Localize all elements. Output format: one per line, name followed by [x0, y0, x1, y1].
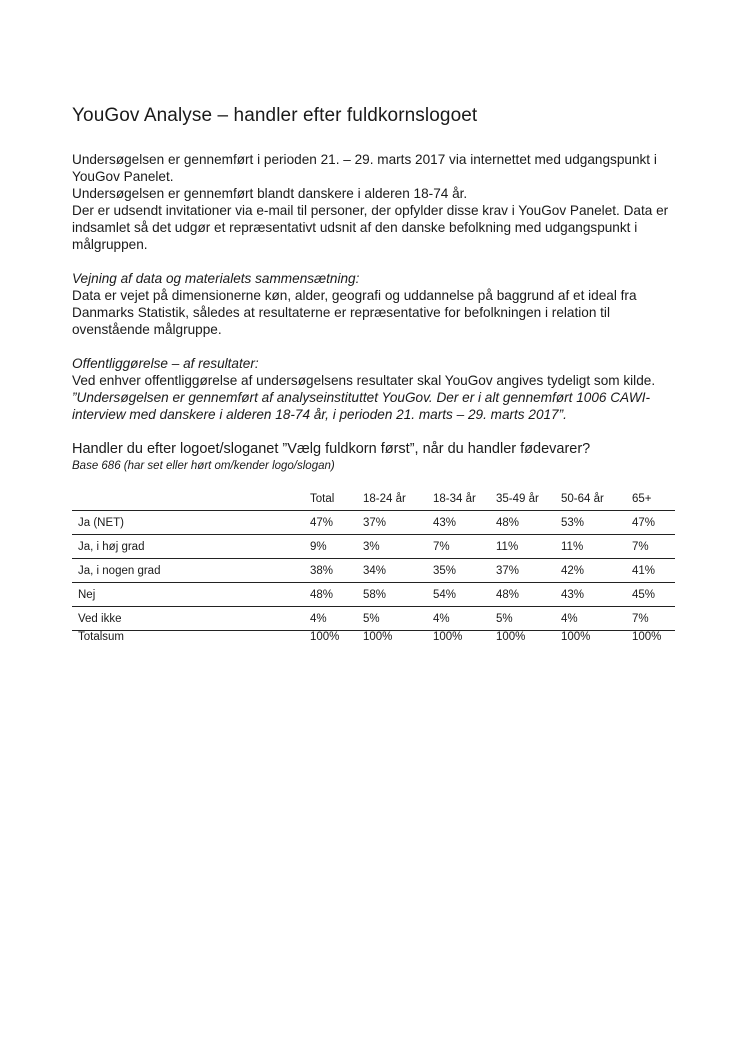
intro-paragraph-2: Undersøgelsen er gennemført blandt danskere i alderen 18-74 år. — [72, 186, 468, 201]
table-cell: 5% — [363, 607, 433, 631]
document-page — [72, 105, 676, 646]
publication-text: Ved enhver offentliggørelse af undersøgelsens resultater skal YouGov angives tydeligt som kilde. — [72, 373, 656, 388]
table-cell: 11% — [561, 535, 632, 559]
table-cell: 5% — [496, 607, 561, 631]
column-header: 35-49 år — [496, 493, 539, 505]
publication-quote: ”Undersøgelsen er gennemført af analyseinstituttet YouGov. Der er i alt gennemført 1006 CAWI-interview med danskere i alderen 18-74 år, i perioden 21. marts – 29. marts 2017”. — [72, 390, 650, 422]
table-cell: 54% — [433, 583, 496, 607]
table-cell: 53% — [561, 511, 632, 535]
table-cell: 3% — [363, 535, 433, 559]
table-cell: 9% — [310, 535, 363, 559]
column-header: 18-24 år — [363, 493, 406, 505]
table-cell: 35% — [433, 559, 496, 583]
table-cell: 58% — [363, 583, 433, 607]
row-label: Ved ikke — [72, 607, 310, 631]
row-label: Ja, i høj grad — [72, 535, 310, 559]
table-cell: 48% — [310, 583, 363, 607]
intro-paragraph-1: Undersøgelsen er gennemført i perioden 21. – 29. marts 2017 via internettet med udgangspunkt i YouGov Panelet. — [72, 152, 657, 184]
table-cell: 4% — [310, 607, 363, 631]
table-cell: 43% — [561, 583, 632, 607]
table-cell: 11% — [496, 535, 561, 559]
table-cell: 38% — [310, 559, 363, 583]
publication-heading: Offentliggørelse – af resultater: — [72, 356, 259, 371]
table-row — [72, 535, 675, 559]
row-label: Nej — [72, 583, 310, 607]
row-label: Ja, i nogen grad — [72, 559, 310, 583]
table-cell: 47% — [310, 511, 363, 535]
row-label: Ja (NET) — [72, 511, 310, 535]
column-header: 65+ — [632, 493, 652, 505]
table-cell: 100% — [433, 631, 496, 647]
row-label: Totalsum — [72, 631, 310, 647]
table-cell: 45% — [632, 583, 675, 607]
table-cell: 4% — [433, 607, 496, 631]
table-row-total — [72, 631, 675, 647]
table-cell: 34% — [363, 559, 433, 583]
column-header: 50-64 år — [561, 493, 604, 505]
table-cell: 7% — [632, 607, 675, 631]
table-cell: 100% — [496, 631, 561, 647]
column-header: Total — [310, 493, 335, 505]
table-row — [72, 607, 675, 631]
table-row — [72, 511, 675, 535]
table-cell: 42% — [561, 559, 632, 583]
table-cell: 7% — [632, 535, 675, 559]
table-cell: 47% — [632, 511, 675, 535]
table-cell: 48% — [496, 511, 561, 535]
table-cell: 48% — [496, 583, 561, 607]
table-cell: 100% — [310, 631, 363, 647]
intro-paragraph-3: Der er udsendt invitationer via e-mail til personer, der opfylder disse krav i YouGov Panelet. Data er indsamlet så det udgør et repræsentativt udsnit af den danske befolkning med udgangspunkt i målgruppen. — [72, 203, 669, 252]
survey-question: Handler du efter logoet/sloganet ”Vælg fuldkorn først”, når du handler fødevarer? — [72, 441, 591, 457]
survey-base: Base 686 (har set eller hørt om/kender logo/slogan) — [72, 460, 335, 472]
table-header-empty — [72, 488, 310, 511]
table-cell: 41% — [632, 559, 675, 583]
table-cell: 37% — [363, 511, 433, 535]
results-table — [72, 488, 675, 646]
weighting-heading: Vejning af data og materialets sammensætning: — [72, 271, 360, 286]
page-title: YouGov Analyse – handler efter fuldkornslogoet — [72, 105, 478, 126]
column-header: 18-34 år — [433, 493, 476, 505]
table-cell: 100% — [363, 631, 433, 647]
weighting-text: Data er vejet på dimensionerne køn, alder, geografi og uddannelse på baggrund af et ideal fra Danmarks Statistik, således at resultaterne er repræsentative for befolkningen i relation til ovenstående målgruppe. — [72, 288, 637, 337]
table-row — [72, 583, 675, 607]
table-header-row — [72, 488, 675, 511]
table-cell: 4% — [561, 607, 632, 631]
table-row — [72, 559, 675, 583]
table-cell: 37% — [496, 559, 561, 583]
table-cell: 43% — [433, 511, 496, 535]
table-cell: 7% — [433, 535, 496, 559]
table-cell: 100% — [632, 631, 675, 647]
table-cell: 100% — [561, 631, 632, 647]
